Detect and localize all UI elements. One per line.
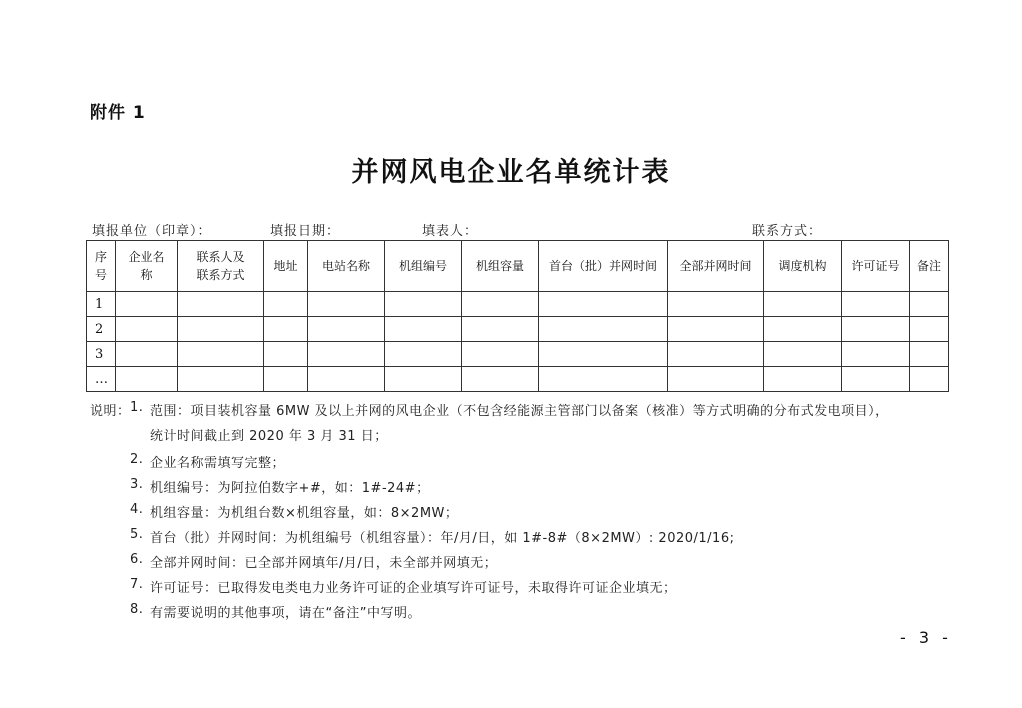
statistics-table bbox=[86, 240, 949, 392]
table-cell bbox=[668, 317, 764, 342]
column-header bbox=[462, 241, 539, 292]
fill-unit-label: 填报单位（印章）： bbox=[92, 224, 212, 239]
table-cell bbox=[668, 292, 764, 317]
note-number: 3. bbox=[130, 477, 144, 492]
column-header-text: 称 bbox=[140, 268, 153, 282]
column-header bbox=[910, 241, 949, 292]
row-index-cell: 3 bbox=[87, 342, 116, 367]
column-header-text: 联系方式 bbox=[196, 268, 245, 282]
column-header bbox=[764, 241, 842, 292]
column-header-text: 号 bbox=[94, 268, 107, 282]
table-cell bbox=[539, 367, 668, 392]
table-cell bbox=[308, 292, 385, 317]
table-cell bbox=[764, 317, 842, 342]
table-cell bbox=[264, 292, 308, 317]
table-cell bbox=[462, 342, 539, 367]
column-header-text: 地址 bbox=[273, 259, 298, 273]
column-header-text: 许可证号 bbox=[851, 259, 900, 273]
table-cell bbox=[842, 292, 910, 317]
table-cell bbox=[842, 367, 910, 392]
column-header bbox=[87, 241, 116, 292]
fill-date-label: 填报日期： bbox=[270, 224, 341, 239]
table-cell bbox=[462, 367, 539, 392]
note-text: 范围：项目装机容量 6MW 及以上并网的风电企业（不包含经能源主管部门以备案（核准）等方式明确的分布式发电项目）， bbox=[150, 404, 889, 419]
note-text: 机组编号：为阿拉伯数字+#，如：1#-24#； bbox=[150, 481, 430, 496]
note-number: 1. bbox=[130, 400, 144, 415]
note-text: 统计时间截止到 2020 年 3 月 31 日； bbox=[150, 429, 388, 444]
note-number: 6. bbox=[130, 552, 144, 567]
column-header-text: 机组编号 bbox=[398, 259, 447, 273]
table-cell bbox=[178, 342, 264, 367]
column-header-text: 调度机构 bbox=[778, 259, 827, 273]
column-header-text: 企业名 bbox=[128, 250, 165, 264]
column-header-text: 备注 bbox=[916, 259, 941, 273]
column-header-text: 机组容量 bbox=[475, 259, 524, 273]
table-cell bbox=[462, 292, 539, 317]
table-cell bbox=[539, 342, 668, 367]
table-header-row bbox=[87, 241, 949, 292]
column-header-text: 全部并网时间 bbox=[679, 259, 752, 273]
table-cell bbox=[910, 292, 949, 317]
column-header bbox=[116, 241, 178, 292]
table-cell bbox=[264, 367, 308, 392]
note-text: 全部并网时间：已全部并网填年/月/日，未全部并网填无； bbox=[150, 556, 498, 571]
table-cell bbox=[462, 317, 539, 342]
table-row bbox=[87, 342, 949, 367]
table-cell bbox=[764, 367, 842, 392]
row-index-cell: … bbox=[87, 367, 116, 392]
table-cell bbox=[910, 317, 949, 342]
column-header-text: 首台（批）并网时间 bbox=[548, 259, 657, 273]
note-text: 许可证号：已取得发电类电力业务许可证的企业填写许可证号，未取得许可证企业填无； bbox=[150, 581, 677, 596]
note-text: 首台（批）并网时间：为机组编号（机组容量）：年/月/日，如 1#-8#（8×2MW）: 2020/1/16; bbox=[150, 531, 735, 546]
table-cell bbox=[116, 317, 178, 342]
table-cell bbox=[842, 342, 910, 367]
column-header bbox=[385, 241, 462, 292]
column-header bbox=[178, 241, 264, 292]
note-text: 企业名称需填写完整； bbox=[150, 456, 286, 471]
table-cell bbox=[385, 317, 462, 342]
note-text: 有需要说明的其他事项，请在“备注”中写明。 bbox=[150, 606, 421, 621]
table-cell bbox=[385, 342, 462, 367]
table-cell bbox=[842, 317, 910, 342]
table-cell bbox=[764, 342, 842, 367]
table-cell bbox=[264, 317, 308, 342]
note-number: 8. bbox=[130, 602, 144, 617]
note-number: 5. bbox=[130, 527, 144, 542]
table-cell bbox=[178, 292, 264, 317]
table-body bbox=[87, 292, 949, 392]
row-index-cell: 1 bbox=[87, 292, 116, 317]
table-row bbox=[87, 292, 949, 317]
attachment-label: 附件 1 bbox=[90, 103, 146, 123]
table-cell bbox=[178, 317, 264, 342]
column-header-text: 电站名称 bbox=[321, 259, 370, 273]
column-header bbox=[668, 241, 764, 292]
note-number: 2. bbox=[130, 452, 144, 467]
fill-filler-label: 填表人： bbox=[422, 224, 479, 239]
note-text: 机组容量：为机组台数×机组容量，如：8×2MW； bbox=[150, 506, 459, 521]
table-cell bbox=[308, 342, 385, 367]
table-cell bbox=[385, 292, 462, 317]
notes-label: 说明： bbox=[90, 404, 131, 419]
row-index-cell: 2 bbox=[87, 317, 116, 342]
table-cell bbox=[539, 317, 668, 342]
note-number: 4. bbox=[130, 502, 144, 517]
table-cell bbox=[910, 342, 949, 367]
table-cell bbox=[764, 292, 842, 317]
table-cell bbox=[910, 367, 949, 392]
note-number: 7. bbox=[130, 577, 144, 592]
table-cell bbox=[116, 342, 178, 367]
table-cell bbox=[264, 342, 308, 367]
table-cell bbox=[178, 367, 264, 392]
table-cell bbox=[116, 292, 178, 317]
fill-contact-label: 联系方式： bbox=[752, 224, 823, 239]
table-cell bbox=[116, 367, 178, 392]
table-cell bbox=[308, 317, 385, 342]
column-header bbox=[842, 241, 910, 292]
column-header bbox=[264, 241, 308, 292]
table-cell bbox=[668, 367, 764, 392]
column-header bbox=[539, 241, 668, 292]
page-number: - 3 - bbox=[900, 628, 952, 647]
table-cell bbox=[385, 367, 462, 392]
page-title: 并网风电企业名单统计表 bbox=[351, 157, 671, 188]
table-cell bbox=[308, 367, 385, 392]
table-cell bbox=[539, 292, 668, 317]
table-row bbox=[87, 367, 949, 392]
column-header bbox=[308, 241, 385, 292]
table-cell bbox=[668, 342, 764, 367]
table-row bbox=[87, 317, 949, 342]
column-header-text: 序 bbox=[94, 250, 107, 264]
column-header-text: 联系人及 bbox=[196, 250, 245, 264]
